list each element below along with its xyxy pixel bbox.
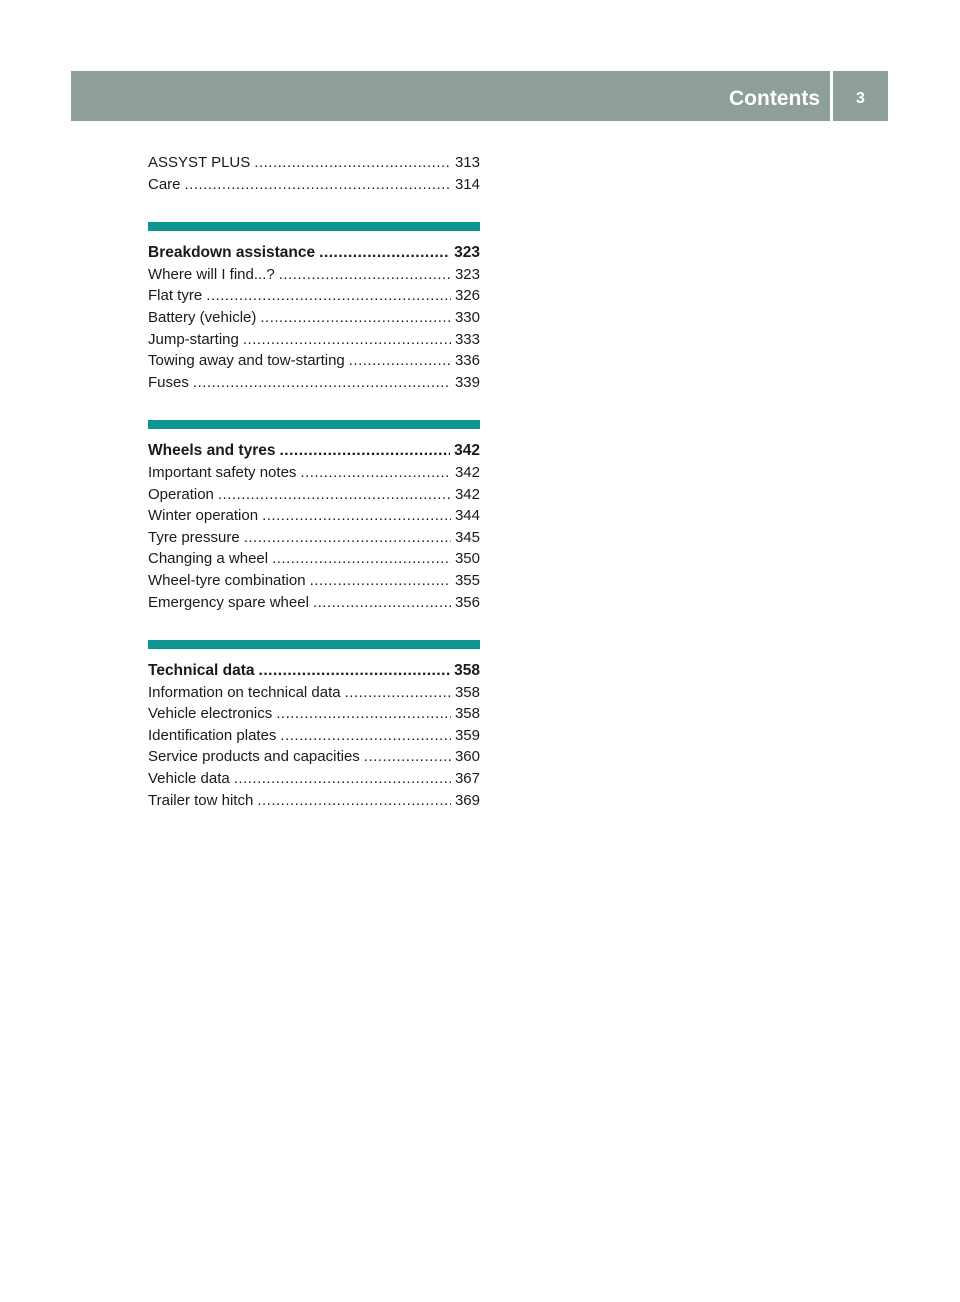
- toc-entry-title: Where will I find...?: [148, 265, 275, 283]
- toc-entry[interactable]: [148, 484, 480, 506]
- leader-dots: [345, 682, 451, 704]
- leader-dots: [260, 307, 451, 329]
- toc-entry-title: Changing a wheel: [148, 550, 269, 568]
- toc-section-wheels-and-tyres: [148, 420, 480, 613]
- toc-heading-title: Breakdown assistance: [148, 244, 316, 262]
- toc-entry[interactable]: [148, 462, 480, 484]
- leader-dots: [313, 592, 451, 614]
- toc-entry[interactable]: [148, 703, 480, 725]
- toc-entry-page: 314: [454, 175, 480, 193]
- toc-entry-page: 360: [454, 748, 480, 766]
- toc-entry-title: Battery (vehicle): [148, 308, 257, 326]
- toc-entry[interactable]: [148, 570, 480, 592]
- toc-entry-page: 356: [454, 593, 480, 611]
- toc-entry-page: 359: [454, 726, 480, 744]
- leader-dots: [262, 505, 451, 527]
- toc-entry[interactable]: [148, 746, 480, 768]
- toc-entry-title: Winter operation: [148, 507, 259, 525]
- toc-section-breakdown-assistance: [148, 222, 480, 393]
- toc-entry-title: Operation: [148, 485, 214, 503]
- table-of-contents: [148, 152, 480, 811]
- toc-entry-page: 345: [454, 528, 480, 546]
- leader-dots: [257, 790, 451, 812]
- toc-entry-page: 342: [454, 485, 480, 503]
- toc-entry-page: 313: [454, 154, 480, 171]
- toc-entry-title: Flat tyre: [148, 287, 203, 305]
- leader-dots: [259, 660, 451, 682]
- toc-entry-title: Tyre pressure: [148, 528, 240, 546]
- leader-dots: [349, 350, 451, 372]
- toc-entry[interactable]: [148, 527, 480, 549]
- section-rule: [148, 222, 480, 231]
- toc-entry[interactable]: [148, 174, 480, 196]
- leader-dots: [254, 152, 451, 174]
- toc-entry-page: 339: [454, 373, 480, 391]
- toc-entry[interactable]: [148, 790, 480, 812]
- leader-dots: [244, 527, 451, 549]
- toc-entry-page: 336: [454, 352, 480, 370]
- leader-dots: [243, 329, 451, 351]
- toc-entry-title: Vehicle electronics: [148, 705, 273, 723]
- toc-entry-page: 323: [454, 265, 480, 283]
- leader-dots: [185, 174, 451, 196]
- toc-heading-page: 358: [454, 662, 480, 680]
- toc-entry-title: Information on technical data: [148, 683, 341, 701]
- toc-entry[interactable]: [148, 505, 480, 527]
- toc-entry-page: 330: [454, 308, 480, 326]
- toc-entry-page: 367: [454, 770, 480, 788]
- toc-entry-page: 355: [454, 571, 480, 589]
- leader-dots: [218, 484, 451, 506]
- toc-entry-title: Jump-starting: [148, 330, 239, 348]
- leader-dots: [364, 746, 451, 768]
- toc-entry[interactable]: [148, 285, 480, 307]
- toc-entry-page: 358: [454, 683, 480, 701]
- leader-dots: [280, 725, 451, 747]
- toc-entry-page: 333: [454, 330, 480, 348]
- toc-heading-page: 323: [454, 244, 480, 262]
- page-title: Contents: [729, 87, 820, 110]
- leader-dots: [272, 548, 451, 570]
- toc-entry[interactable]: [148, 725, 480, 747]
- toc-entry[interactable]: [148, 264, 480, 286]
- toc-entry[interactable]: [148, 548, 480, 570]
- toc-entry[interactable]: [148, 350, 480, 372]
- toc-section-heading[interactable]: [148, 660, 480, 682]
- leader-dots: [276, 703, 451, 725]
- toc-entry[interactable]: [148, 307, 480, 329]
- toc-entry[interactable]: [148, 329, 480, 351]
- page-number: 3: [856, 90, 865, 107]
- toc-entry-title: Towing away and tow-starting: [148, 352, 345, 370]
- leader-dots: [280, 440, 451, 462]
- toc-heading-title: Technical data: [148, 662, 255, 680]
- toc-entry-title: Emergency spare wheel: [148, 593, 309, 611]
- toc-entry-page: 344: [454, 507, 480, 525]
- toc-entry-title: Care: [148, 175, 181, 193]
- toc-entry-title: Identification plates: [148, 726, 277, 744]
- leader-dots: [319, 242, 450, 264]
- page-header: [71, 71, 888, 121]
- toc-entry-title: Vehicle data: [148, 770, 230, 788]
- leader-dots: [310, 570, 451, 592]
- toc-heading-title: Wheels and tyres: [148, 442, 276, 460]
- leader-dots: [206, 285, 451, 307]
- toc-entry-page: 342: [454, 463, 480, 481]
- toc-entry-page: 350: [454, 550, 480, 568]
- toc-entry-page: 326: [454, 287, 480, 305]
- toc-entry-title: Trailer tow hitch: [148, 791, 254, 809]
- toc-section-heading[interactable]: [148, 242, 480, 264]
- toc-entry-title: Service products and capacities: [148, 748, 360, 766]
- toc-entry-title: ASSYST PLUS: [148, 154, 251, 171]
- toc-entry-title: Wheel-tyre combination: [148, 571, 306, 589]
- toc-entry-title: Fuses: [148, 373, 189, 391]
- toc-section-technical-data: [148, 640, 480, 811]
- toc-heading-page: 342: [454, 442, 480, 460]
- toc-entry-page: 369: [454, 791, 480, 809]
- leader-dots: [193, 372, 451, 394]
- toc-entry[interactable]: [148, 682, 480, 704]
- leader-dots: [300, 462, 451, 484]
- toc-entry[interactable]: [148, 372, 480, 394]
- toc-entry-page: 358: [454, 705, 480, 723]
- section-rule: [148, 420, 480, 429]
- leader-dots: [279, 264, 451, 286]
- toc-section-heading[interactable]: [148, 440, 480, 462]
- toc-intro: [148, 152, 480, 195]
- toc-entry[interactable]: [148, 768, 480, 790]
- toc-entry[interactable]: [148, 592, 480, 614]
- toc-entry-title: Important safety notes: [148, 463, 297, 481]
- section-rule: [148, 640, 480, 649]
- toc-entry[interactable]: [148, 152, 480, 174]
- leader-dots: [234, 768, 451, 790]
